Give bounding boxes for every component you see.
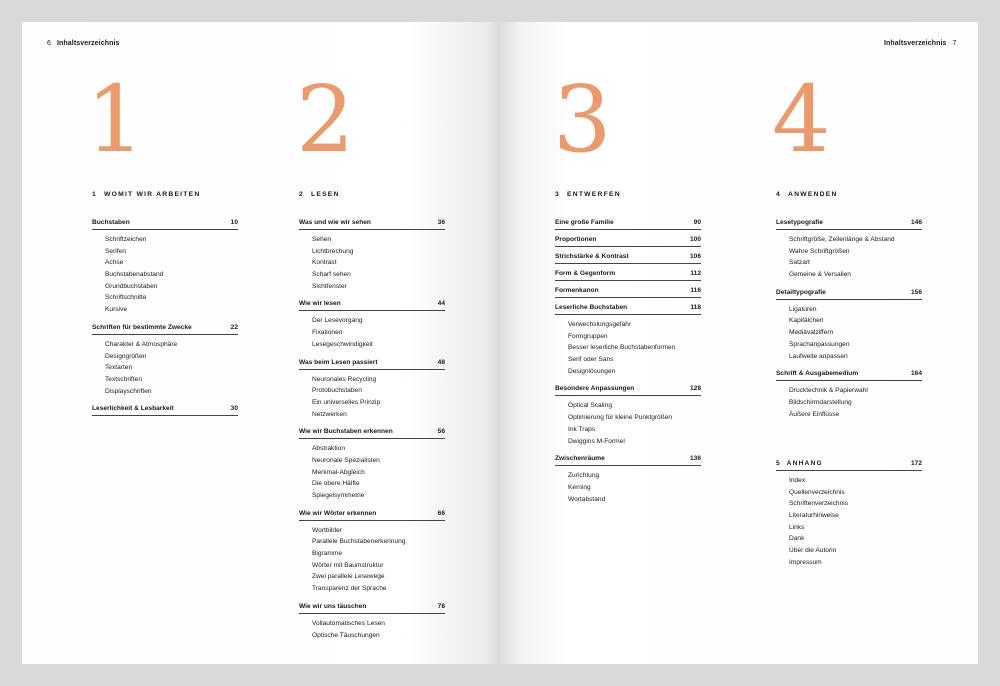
section-page-number: 90	[693, 219, 701, 226]
subsection-item[interactable]: Lesegeschwindigkeit	[312, 340, 373, 348]
subsection-list	[312, 525, 445, 595]
section-title: Leserlichkeit & Lesbarkeit	[92, 405, 174, 413]
appendix-heading[interactable]	[776, 459, 922, 471]
appendix-item[interactable]: Quellenverzeichnis	[789, 488, 845, 496]
subsection-item[interactable]: Bildschirmdarstellung	[789, 398, 852, 406]
section-title: Schriften für bestimmte Zwecke	[92, 323, 192, 331]
section-page-number: 106	[689, 253, 701, 260]
chapter-column-4	[776, 191, 922, 427]
chapter-column-2	[299, 191, 445, 648]
subsection-list	[789, 304, 922, 362]
subsection-list	[789, 234, 922, 281]
subsection-list	[312, 618, 445, 641]
toc-section-entry[interactable]	[555, 218, 701, 230]
toc-section-entry[interactable]	[776, 369, 922, 381]
subsection-item[interactable]: Optical Scaling	[568, 402, 612, 410]
appendix-items	[789, 475, 922, 569]
subsection-item[interactable]: Charakter & Atmosphäre	[105, 340, 178, 348]
section-page-number: 116	[690, 287, 701, 294]
toc-section-entry[interactable]	[555, 269, 701, 281]
section-title: Wie wir Buchstaben erkennen	[299, 428, 393, 436]
subsection-list	[312, 443, 445, 501]
toc-section-entry[interactable]	[555, 303, 701, 315]
toc-section-entry[interactable]	[555, 384, 701, 396]
appendix-item[interactable]: Schriftenverzeichnis	[789, 500, 849, 508]
subsection-item[interactable]: Ligaturen	[789, 305, 817, 313]
toc-section-entry[interactable]	[92, 218, 238, 230]
subsection-item[interactable]: Äußere Einflüsse	[789, 410, 840, 418]
subsection-item[interactable]: Sehen	[312, 236, 332, 243]
section-page-number: 156	[910, 288, 922, 296]
subsection-item[interactable]: Grundbuchstaben	[105, 282, 158, 290]
subsection-list	[312, 315, 445, 350]
subsection-item[interactable]: Wahre Schriftgrößen	[789, 247, 850, 255]
right-running-title: Inhaltsverzeichnis	[884, 40, 947, 47]
subsection-item[interactable]: Buchstabenabstand	[105, 271, 164, 279]
chapter-column-3	[555, 191, 701, 512]
subsection-item[interactable]: Neuronales Recycling	[312, 375, 377, 383]
left-page-number: 6	[47, 40, 51, 47]
appendix-item[interactable]: Impressum	[789, 558, 822, 566]
toc-section-entry[interactable]	[299, 427, 445, 439]
section-title: Eine große Familie	[555, 219, 614, 226]
appendix-number: 5	[776, 460, 780, 467]
section-page-number: 56	[437, 428, 445, 436]
section-title: Was beim Lesen passiert	[299, 358, 378, 366]
section-title: Wie wir uns täuschen	[299, 602, 367, 610]
section-title: Was und wie wir sehen	[299, 219, 371, 226]
subsection-list	[568, 319, 701, 377]
subsection-item[interactable]: Textschriften	[105, 375, 143, 383]
toc-section-entry[interactable]	[299, 299, 445, 311]
section-page-number: 44	[437, 300, 445, 308]
subsection-item[interactable]: Die obere Hälfte	[312, 480, 360, 488]
section-page-number: 118	[690, 304, 701, 311]
subsection-item[interactable]: Optische Täuschungen	[312, 631, 380, 639]
subsection-item[interactable]: Verwechslungsgefahr	[568, 321, 632, 328]
section-title: Besondere Anpassungen	[555, 385, 635, 393]
subsection-item[interactable]: Parallele Buchstabenerkennung	[312, 538, 406, 546]
section-page-number: 78	[437, 602, 445, 610]
toc-section-entry[interactable]	[555, 252, 701, 264]
subsection-item[interactable]: Kontrast	[312, 259, 337, 267]
subsection-list	[568, 400, 701, 447]
subsection-item[interactable]: Formgruppen	[568, 332, 608, 340]
section-title: Wie wir Wörter erkennen	[299, 509, 377, 517]
chapter-digit-2: 2	[296, 66, 355, 173]
subsection-item[interactable]: Zwei parallele Lesewege	[312, 573, 385, 581]
left-running-title: Inhaltsverzeichnis	[57, 40, 120, 47]
subsection-item[interactable]: Schriftgröße, Zeilenlänge & Abstand	[789, 236, 895, 243]
section-page-number: 10	[230, 219, 238, 226]
subsection-item[interactable]: Sprachanpassungen	[789, 340, 850, 348]
section-page-number: 146	[910, 219, 922, 226]
chapter-heading	[299, 191, 445, 198]
chapter-title: LESEN	[310, 191, 340, 198]
chapter-digit-3: 3	[553, 66, 612, 173]
subsection-item[interactable]: Displayschriften	[105, 387, 152, 395]
subsection-item[interactable]: Besser leserliche Buchstabenformen	[568, 344, 676, 352]
appendix-item[interactable]: Dank	[789, 535, 805, 543]
appendix-item[interactable]: Über die Autorin	[789, 547, 837, 555]
section-page-number: 22	[230, 323, 238, 331]
subsection-item[interactable]: Wortbilder	[312, 526, 342, 534]
subsection-item[interactable]: Abstraktion	[312, 445, 345, 453]
appendix-item[interactable]: Literaturhinweise	[789, 512, 839, 520]
subsection-item[interactable]: Netzwerken	[312, 410, 347, 418]
subsection-item[interactable]: Transparenz der Sprache	[312, 585, 387, 593]
subsection-item[interactable]: Protobuchstaben	[312, 387, 362, 395]
subsection-item[interactable]: Kapitälchen	[789, 317, 824, 325]
subsection-item[interactable]: Zurichtung	[568, 472, 600, 480]
section-page-number: 66	[437, 509, 445, 517]
section-page-number: 128	[689, 385, 701, 393]
subsection-item[interactable]: Fixationen	[312, 329, 343, 337]
left-running-head	[47, 40, 120, 47]
toc-section-entry[interactable]	[555, 235, 701, 247]
section-title: Formenkanon	[555, 287, 599, 294]
chapter-number: 1	[92, 191, 97, 198]
subsection-item[interactable]: Schriftzeichen	[105, 236, 147, 243]
subsection-item[interactable]: Designgrößen	[105, 352, 147, 360]
appendix-title: ANHANG	[786, 460, 823, 467]
subsection-item[interactable]: Ein universelles Prinzip	[312, 398, 381, 406]
subsection-item[interactable]: Dwiggins M-Formel	[568, 437, 625, 445]
right-running-head	[884, 40, 957, 47]
appendix-item[interactable]: Links	[789, 523, 805, 531]
subsection-item[interactable]: Optimierung für kleine Punktgrößen	[568, 414, 673, 422]
chapter-column-1	[92, 191, 238, 420]
subsection-item[interactable]: Sichtfenster	[312, 282, 347, 290]
section-page-number: 136	[689, 455, 701, 463]
subsection-item[interactable]: Spiegelsymmetrie	[312, 492, 365, 499]
toc-section-entry[interactable]	[92, 404, 238, 416]
toc-section-entry[interactable]	[92, 323, 238, 335]
toc-section-entry[interactable]	[555, 454, 701, 466]
subsection-list	[568, 470, 701, 505]
appendix-column	[776, 459, 922, 576]
section-title: Strichstärke & Kontrast	[555, 253, 629, 260]
subsection-item[interactable]: Vollautomatisches Lesen	[312, 619, 385, 627]
subsection-item[interactable]: Achse	[105, 259, 124, 267]
toc-section-entry[interactable]	[299, 509, 445, 521]
subsection-list	[312, 234, 445, 292]
right-page-number: 7	[952, 40, 957, 47]
subsection-item[interactable]: Lichtbrechung	[312, 247, 354, 255]
chapter-digit-4: 4	[772, 66, 831, 173]
subsection-item[interactable]: Schriftschnitte	[105, 294, 147, 302]
section-title: Detailtypografie	[776, 288, 826, 296]
subsection-list	[105, 234, 238, 316]
subsection-item[interactable]: Wörter mit Baumstruktur	[312, 561, 384, 569]
toc-section-entry[interactable]	[555, 286, 701, 298]
subsection-item[interactable]: Drucktechnik & Papierwahl	[789, 387, 868, 395]
subsection-item[interactable]: Bigramme	[312, 550, 343, 558]
chapter-heading	[92, 191, 238, 198]
subsection-item[interactable]: Serifen	[105, 247, 126, 255]
toc-section-entry[interactable]	[776, 288, 922, 300]
section-page-number: 100	[689, 236, 701, 243]
toc-section-entry[interactable]	[299, 358, 445, 370]
subsection-item[interactable]: Scharf sehen	[312, 271, 351, 279]
appendix-item[interactable]: Index	[789, 477, 806, 484]
subsection-item[interactable]: Serif oder Sans	[568, 356, 614, 364]
subsection-item[interactable]: Merkmal-Abgleich	[312, 468, 365, 476]
subsection-item[interactable]: Ink Traps	[568, 425, 596, 433]
section-title: Leserliche Buchstaben	[555, 304, 628, 311]
chapter-heading	[776, 191, 922, 198]
subsection-item[interactable]: Laufweite anpassen	[789, 352, 848, 360]
chapter-heading	[555, 191, 701, 198]
toc-section-entry[interactable]	[776, 218, 922, 230]
subsection-item[interactable]: Kerning	[568, 483, 591, 491]
subsection-item[interactable]: Mediävalziffern	[789, 329, 834, 337]
chapter-number: 2	[299, 191, 304, 198]
subsection-item[interactable]: Designlösungen	[568, 367, 616, 375]
toc-section-entry[interactable]	[299, 218, 445, 230]
section-page-number: 30	[230, 405, 238, 413]
section-page-number: 36	[437, 219, 445, 226]
subsection-item[interactable]: Neuronale Spezialisten	[312, 456, 380, 464]
subsection-item[interactable]: Kursive	[105, 306, 127, 314]
section-page-number: 112	[690, 270, 701, 277]
section-page-number: 48	[437, 358, 445, 366]
subsection-list	[105, 339, 238, 397]
subsection-item[interactable]: Textarten	[105, 364, 133, 372]
section-title: Proportionen	[555, 236, 597, 243]
section-title: Buchstaben	[92, 219, 130, 226]
section-title: Lesetypografie	[776, 219, 823, 226]
chapter-title: ANWENDEN	[787, 191, 838, 198]
subsection-list	[312, 374, 445, 421]
toc-section-entry[interactable]	[299, 602, 445, 614]
subsection-item[interactable]: Gemeine & Versalien	[789, 271, 851, 279]
chapter-digit-1: 1	[86, 66, 145, 173]
chapter-title: ENTWERFEN	[566, 191, 621, 198]
chapter-title: WOMIT WIR ARBEITEN	[103, 191, 201, 198]
section-title: Zwischenräume	[555, 455, 605, 463]
section-page-number: 164	[910, 370, 922, 378]
section-title: Form & Gegenform	[555, 270, 616, 277]
chapter-number: 4	[776, 191, 781, 198]
subsection-item[interactable]: Der Lesevorgang	[312, 317, 363, 325]
subsection-item[interactable]: Satzart	[789, 259, 810, 267]
subsection-item[interactable]: Wortabstand	[568, 495, 606, 503]
section-title: Wie wir lesen	[299, 300, 341, 308]
chapter-number: 3	[555, 191, 560, 198]
appendix-page: 172	[910, 460, 922, 467]
subsection-list	[789, 385, 922, 420]
section-title: Schrift & Ausgabemedium	[776, 370, 859, 378]
